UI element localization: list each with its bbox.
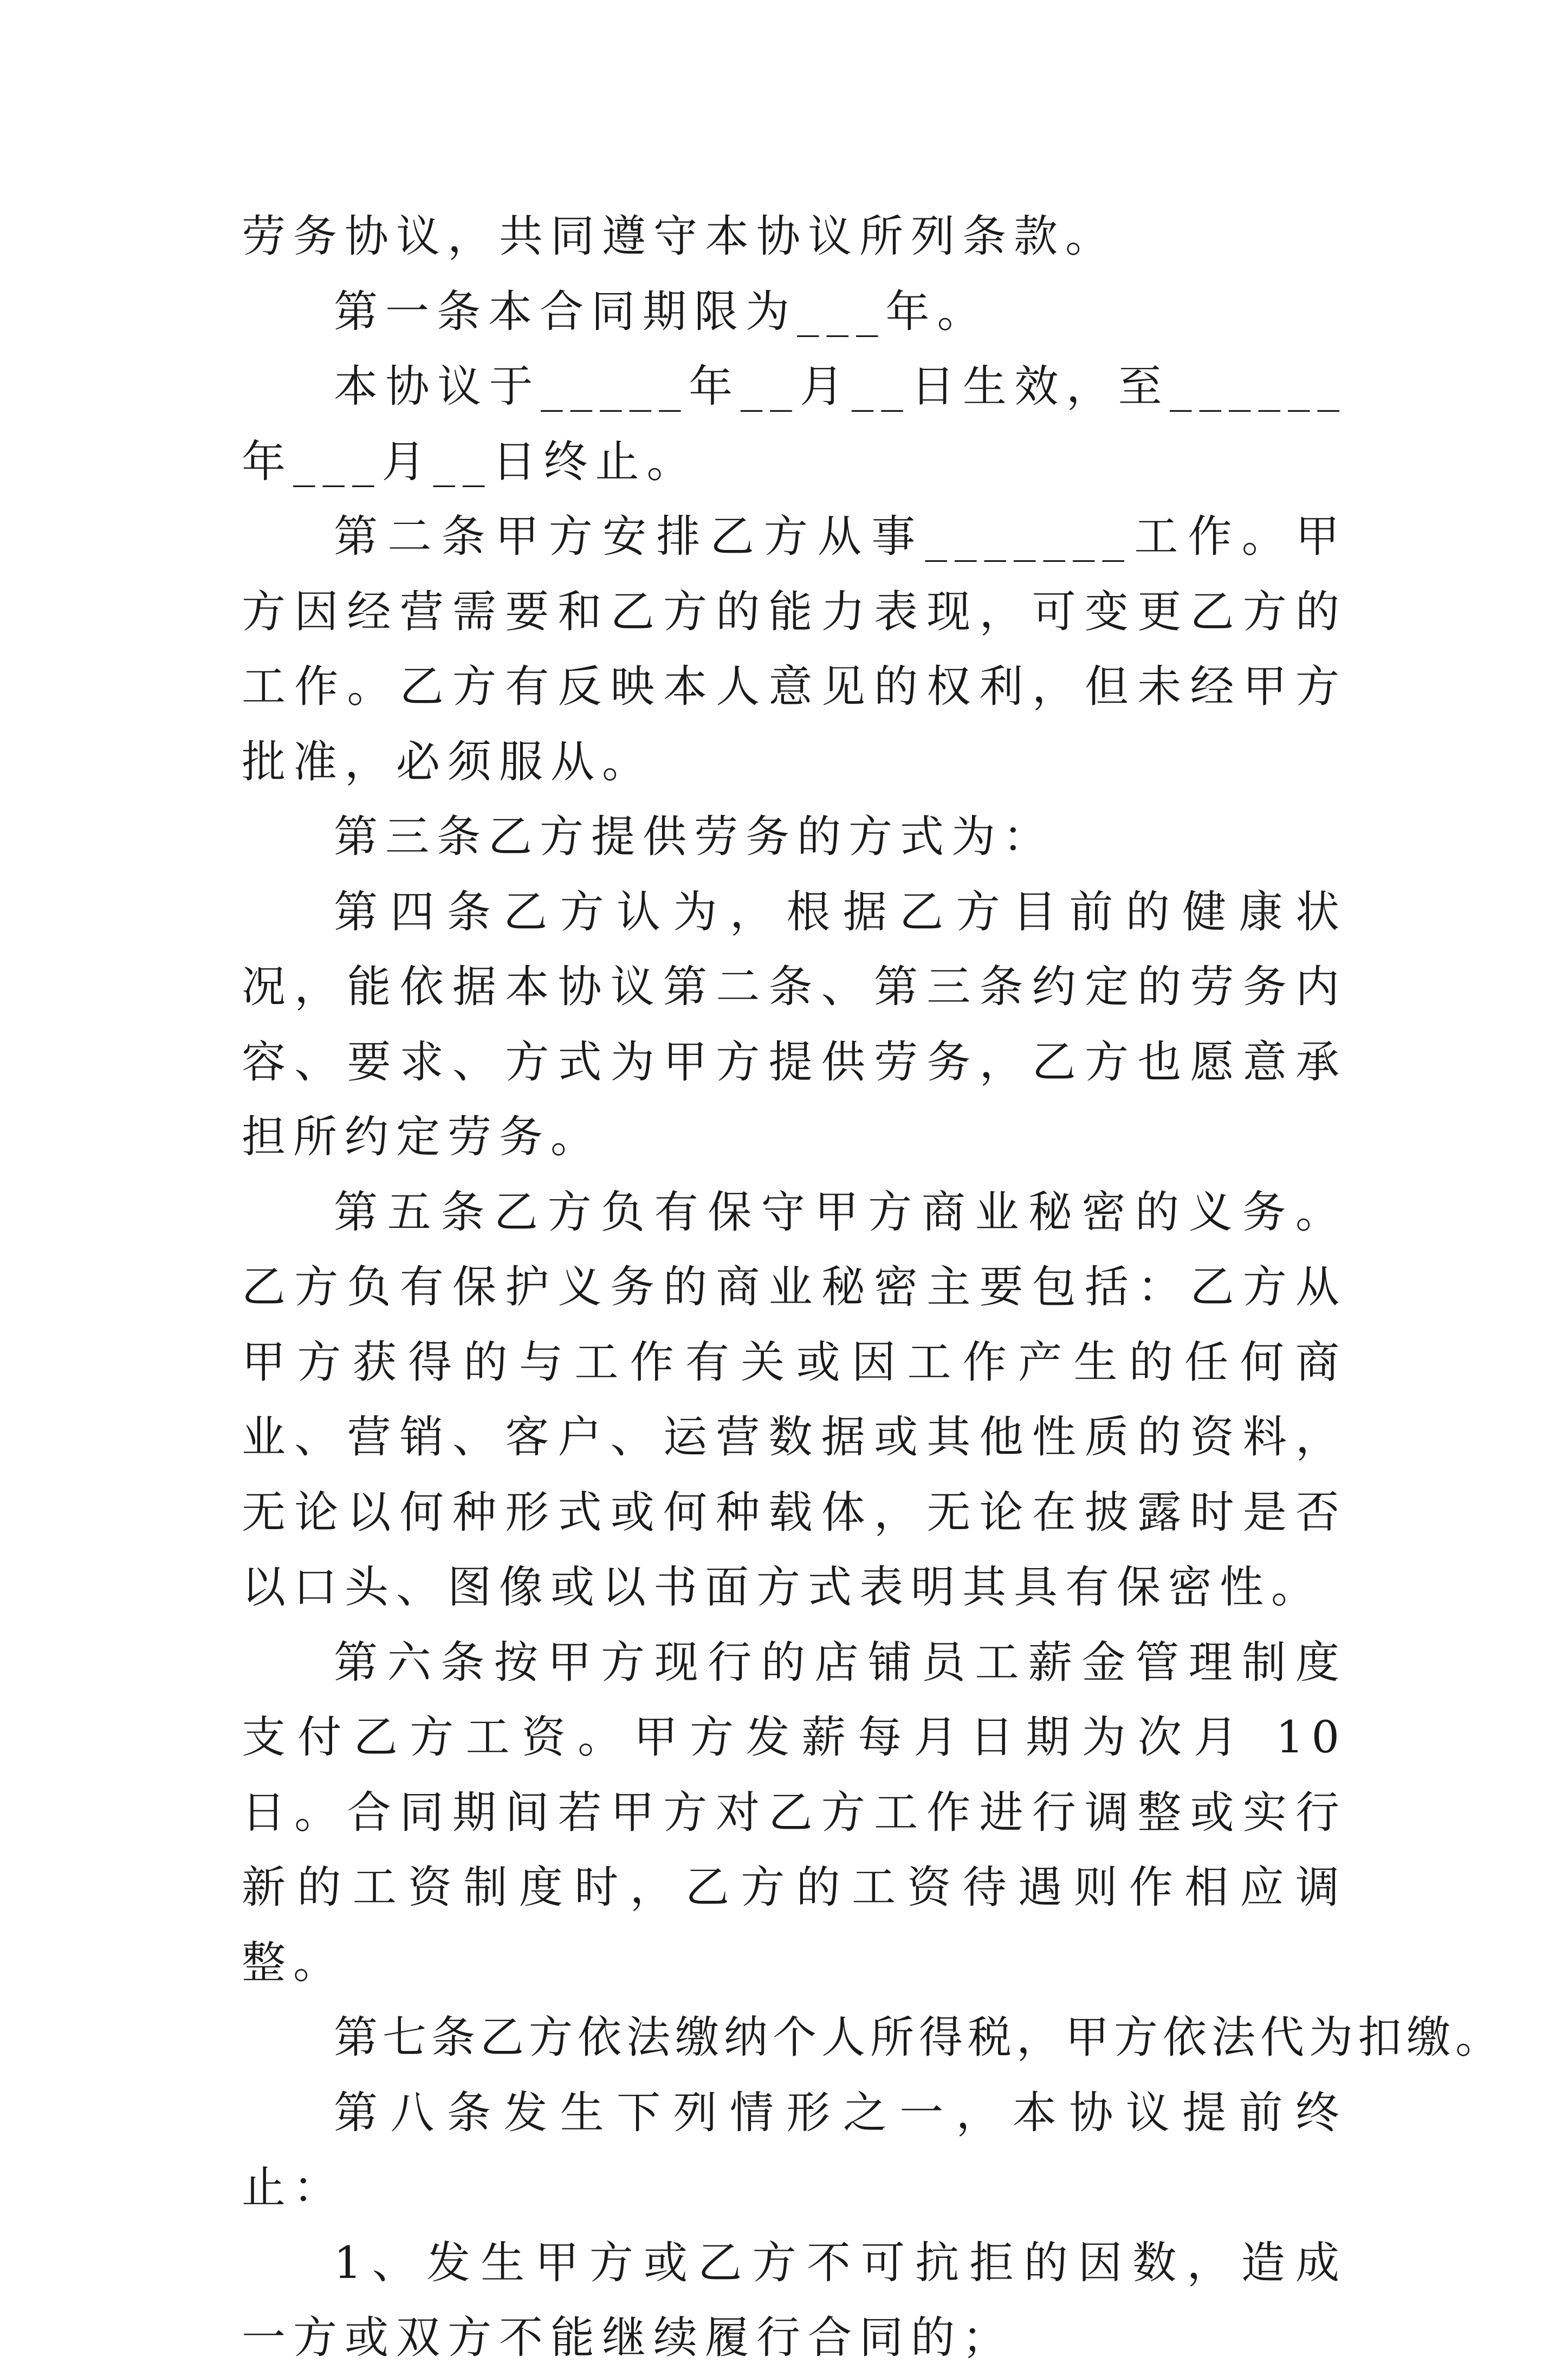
paragraph-article-1: 第一条本合同期限为___年。: [334, 286, 989, 338]
paragraph-article-6: 第六条按甲方现行的店铺员工薪金管理制度支付乙方工资。甲方发薪每月日期为次月 10 日。合同期间若甲方对乙方工作进行调整或实行新的工资制度时，乙方的工资待遇则作相应调整。: [242, 1637, 1369, 1989]
paragraph-article-8: 第八条发生下列情形之一，本协议提前终止：: [242, 2087, 1347, 2213]
paragraph-article-5: 第五条乙方负有保守甲方商业秘密的义务。乙方负有保护义务的商业秘密主要包括：乙方从甲方获得的与工作有关或因工作产生的任何商业、营销、客户、运营数据或其他性质的资料，无论以何种形式或何种载体，无论在披露时是否以口头、图像或以书面方式表明其具有保密性。: [242, 1187, 1347, 1613]
paragraph-item-1: 1、发生甲方或乙方不可抗拒的因数，造成一方或双方不能继续履行合同的；: [242, 2237, 1347, 2364]
paragraph-article-3: 第三条乙方提供劳务的方式为：: [334, 812, 1055, 863]
paragraph-effective-dates: 本协议于_____年__月__日生效，至______年___月__日终止。: [242, 361, 1347, 488]
paragraph-article-7: 第七条乙方依法缴纳个人所得税，甲方依法代为扣缴。: [334, 2012, 1505, 2063]
paragraph-continuation: 劳务协议，共同遵守本协议所列条款。: [242, 211, 1117, 262]
paragraph-article-4: 第四条乙方认为，根据乙方目前的健康状况，能依据本协议第二条、第三条约定的劳务内容、要求、方式为甲方提供劳务，乙方也愿意承担所约定劳务。: [242, 886, 1347, 1163]
document-body: [242, 199, 1505, 2376]
paragraph-article-2: 第二条甲方安排乙方从事_______工作。甲方因经营需要和乙方的能力表现，可变更乙方的工作。乙方有反映本人意见的权利，但未经甲方批准，必须服从。: [242, 512, 1347, 788]
